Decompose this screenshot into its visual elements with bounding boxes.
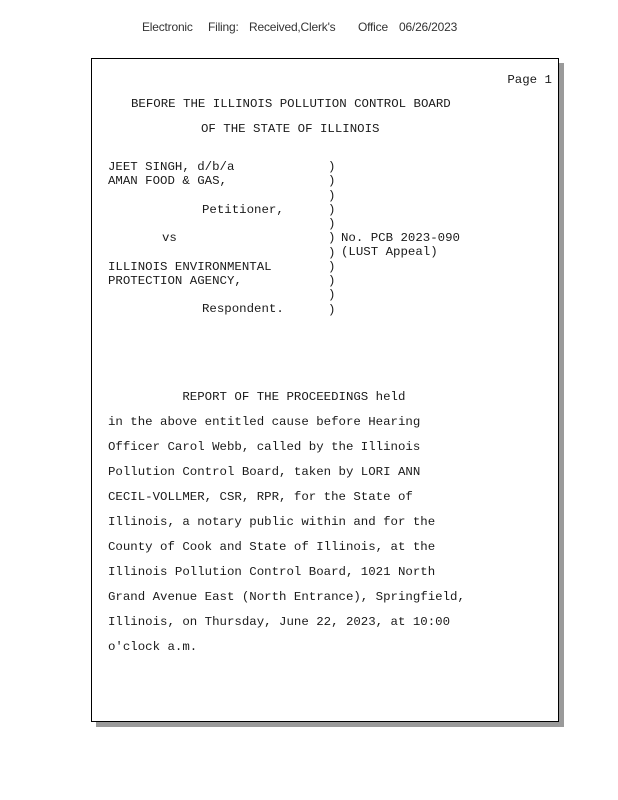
caption-paren: ) — [328, 231, 336, 246]
transcript-page — [91, 58, 559, 722]
report-line: in the above entitled cause before Hearing — [108, 415, 421, 429]
caption-paren: ) — [328, 302, 336, 317]
report-line: Officer Carol Webb, called by the Illinois — [108, 440, 421, 454]
caption-paren: ) — [328, 160, 336, 174]
caption-parenthesis-column — [328, 160, 338, 317]
petitioner-name-line-2: AMAN FOOD & GAS, — [108, 174, 227, 188]
report-line: County of Cook and State of Illinois, at the — [108, 540, 436, 554]
respondent-role: Respondent. — [202, 302, 284, 316]
report-line: Illinois, on Thursday, June 22, 2023, at 10:00 — [108, 615, 451, 629]
caption-paren: ) — [328, 245, 336, 260]
respondent-name-line-1: ILLINOIS ENVIRONMENTAL — [108, 260, 272, 274]
report-line: Pollution Control Board, taken by LORI ANN — [108, 465, 421, 479]
caption-paren: ) — [328, 259, 336, 274]
caption-paren: ) — [328, 288, 336, 303]
petitioner-name-line-1: JEET SINGH, d/b/a — [108, 160, 235, 174]
petitioner-role: Petitioner, — [202, 203, 284, 217]
case-type: (LUST Appeal) — [341, 245, 438, 259]
court-heading-line-1: BEFORE THE ILLINOIS POLLUTION CONTROL BOARD — [131, 97, 451, 111]
report-line: o'clock a.m. — [108, 640, 198, 654]
filing-stamp-received: Received,Clerk's — [249, 20, 336, 34]
caption-paren: ) — [328, 202, 336, 217]
filing-stamp-office: Office — [358, 20, 388, 34]
filing-stamp-date: 06/26/2023 — [399, 20, 458, 34]
case-number: No. PCB 2023-090 — [341, 231, 460, 245]
report-line: Illinois, a notary public within and for the — [108, 515, 436, 529]
caption-paren: ) — [328, 274, 336, 288]
report-line: Illinois Pollution Control Board, 1021 North — [108, 565, 436, 579]
report-line: CECIL-VOLLMER, CSR, RPR, for the State of — [108, 490, 413, 504]
caption-paren: ) — [328, 217, 336, 231]
respondent-name-line-2: PROTECTION AGENCY, — [108, 274, 242, 288]
caption-paren: ) — [328, 188, 336, 203]
page-number: Page 1 — [507, 73, 552, 87]
court-heading-line-2: OF THE STATE OF ILLINOIS — [201, 122, 380, 136]
versus-label: vs — [162, 231, 177, 245]
report-line: Grand Avenue East (North Entrance), Springfield, — [108, 590, 465, 604]
filing-stamp-electronic: Electronic — [142, 20, 193, 34]
filing-stamp-filing: Filing: — [208, 20, 239, 34]
report-line: REPORT OF THE PROCEEDINGS held — [108, 390, 406, 404]
caption-paren: ) — [328, 174, 336, 189]
